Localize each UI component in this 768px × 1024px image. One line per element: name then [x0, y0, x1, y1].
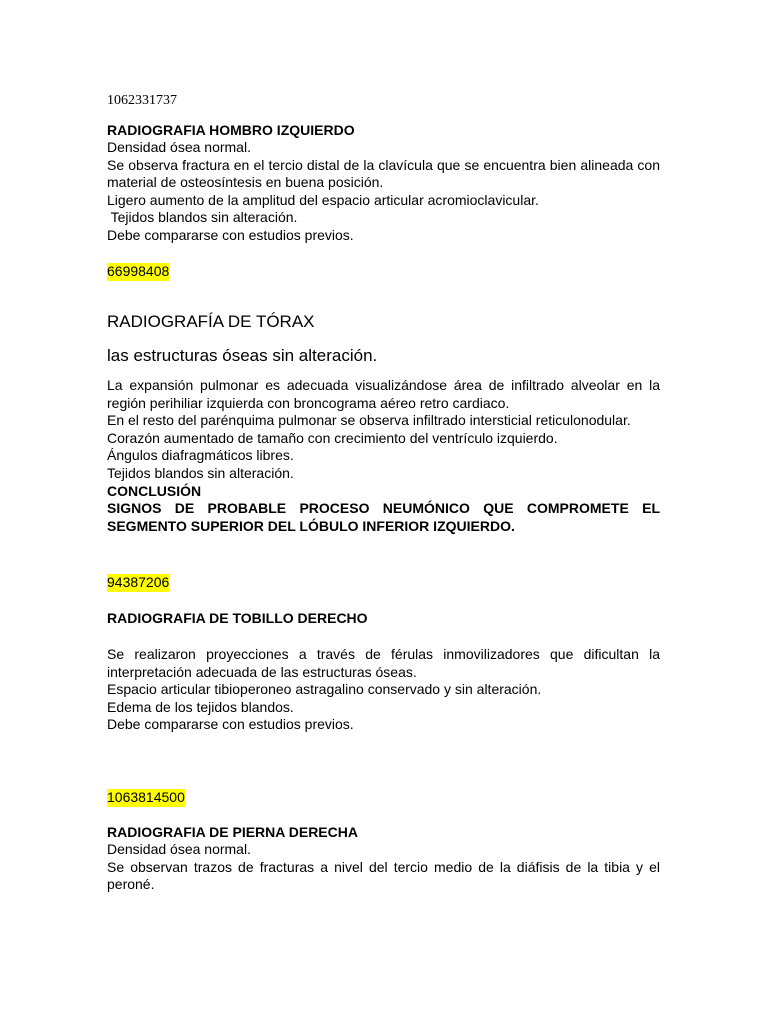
- report-title: RADIOGRAFIA HOMBRO IZQUIERDO: [107, 122, 355, 138]
- report-line: Corazón aumentado de tamaño con crecimiento del ventrículo izquierdo.: [107, 429, 558, 446]
- report-line: Ángulos diafragmáticos libres.: [107, 447, 294, 464]
- report-line: Se observan trazos de fracturas a nivel del tercio medio de la diáfisis de la tibia y el peroné.: [107, 858, 660, 893]
- report-body: [107, 646, 660, 734]
- report-line: Tejidos blandos sin alteración.: [107, 464, 294, 481]
- report-line: Ligero aumento de la amplitud del espacio articular acromioclavicular.: [107, 191, 539, 208]
- report-line: Densidad ósea normal.: [107, 841, 251, 857]
- report-body: [107, 139, 660, 245]
- report-line: Densidad ósea normal.: [107, 139, 251, 155]
- report-line: Se realizaron proyecciones a través de férulas inmovilizadores que dificultan la interpretación adecuada de las estructuras óseas.: [107, 646, 660, 680]
- report-line: Espacio articular tibioperoneo astragalino conservado y sin alteración.: [107, 681, 542, 698]
- report-line: Edema de los tejidos blandos.: [107, 698, 294, 715]
- patient-id-highlighted: 1063814500: [107, 789, 185, 805]
- report-subtitle: las estructuras óseas sin alteración.: [107, 346, 378, 365]
- report-title: RADIOGRAFIA DE TOBILLO DERECHO: [107, 610, 368, 626]
- report-body: [107, 841, 660, 894]
- patient-id-highlighted: 66998408: [107, 263, 170, 279]
- report-title: RADIOGRAFIA DE PIERNA DERECHA: [107, 824, 358, 840]
- conclusion-label: CONCLUSIÓN: [107, 482, 202, 499]
- report-line: Tejidos blandos sin alteración.: [107, 209, 298, 226]
- patient-id: 1062331737: [107, 93, 177, 108]
- report-line: Debe compararse con estudios previos.: [107, 716, 354, 733]
- report-line: En el resto del parénquima pulmonar se observa infiltrado intersticial reticulonodular.: [107, 412, 631, 429]
- report-line: Debe compararse con estudios previos.: [107, 226, 354, 243]
- report-body: [107, 377, 660, 535]
- report-title: RADIOGRAFÍA DE TÓRAX: [107, 312, 315, 331]
- conclusion-text: SIGNOS DE PROBABLE PROCESO NEUMÓNICO QUE COMPROMETE EL SEGMENTO SUPERIOR DEL LÓBULO INFERIOR IZQUIERDO.: [107, 500, 660, 534]
- report-line: Se observa fractura en el tercio distal de la clavícula que se encuentra bien alineada con material de osteosíntesis en buena posición.: [107, 156, 660, 191]
- report-line: La expansión pulmonar es adecuada visualizándose área de infiltrado alveolar en la región perihiliar izquierda con broncograma aéreo retro cardiaco.: [107, 377, 660, 411]
- patient-id-highlighted: 94387206: [107, 574, 170, 590]
